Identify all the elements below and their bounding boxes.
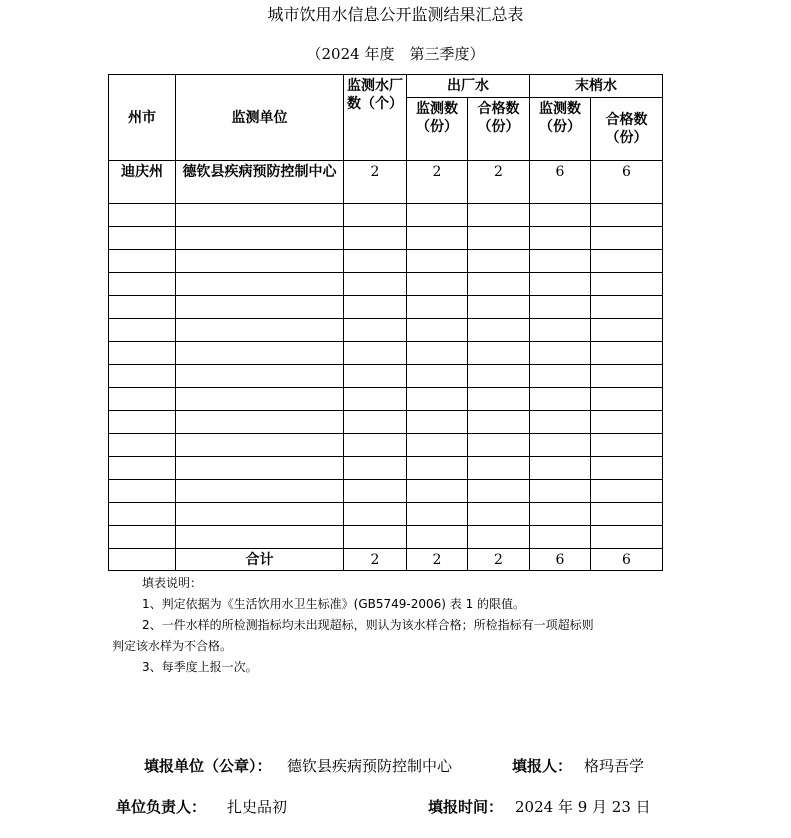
header-tap-samples: 监测数（份）: [530, 98, 591, 161]
table-row-empty: [109, 526, 663, 549]
empty-cell: [176, 503, 344, 526]
empty-cell: [468, 434, 530, 457]
empty-cell: [591, 342, 663, 365]
empty-cell: [530, 434, 591, 457]
empty-cell: [176, 411, 344, 434]
empty-cell: [468, 411, 530, 434]
empty-cell: [344, 227, 407, 250]
table-row-empty: [109, 388, 663, 411]
empty-cell: [407, 480, 468, 503]
empty-cell: [530, 250, 591, 273]
empty-cell: [176, 273, 344, 296]
cell-plants: 2: [344, 161, 407, 204]
empty-cell: [109, 526, 176, 549]
page-title: 城市饮用水信息公开监测结果汇总表: [267, 5, 524, 24]
table-row-empty: [109, 457, 663, 480]
empty-cell: [468, 273, 530, 296]
table-row-empty: [109, 250, 663, 273]
empty-cell: [468, 250, 530, 273]
empty-cell: [468, 457, 530, 480]
empty-cell: [591, 204, 663, 227]
cell-outlet-qualified: 2: [468, 161, 530, 204]
empty-cell: [109, 227, 176, 250]
total-label: 合计: [176, 549, 344, 571]
note-item-3: 3、每季度上报一次。: [142, 660, 258, 674]
empty-cell: [530, 227, 591, 250]
cell-tap-qualified: 6: [591, 161, 663, 204]
empty-cell: [344, 319, 407, 342]
empty-cell: [407, 411, 468, 434]
total-outlet-qualified: 2: [468, 549, 530, 571]
empty-cell: [407, 273, 468, 296]
empty-cell: [176, 480, 344, 503]
empty-cell: [407, 204, 468, 227]
empty-cell: [344, 457, 407, 480]
empty-cell: [591, 411, 663, 434]
empty-cell: [109, 457, 176, 480]
empty-cell: [530, 296, 591, 319]
notes-heading: 填表说明：: [142, 576, 203, 590]
empty-cell: [344, 411, 407, 434]
table-row-empty: [109, 296, 663, 319]
empty-cell: [407, 503, 468, 526]
cell-city: 迪庆州: [109, 161, 176, 204]
empty-cell: [109, 480, 176, 503]
empty-cell: [407, 388, 468, 411]
total-plants: 2: [344, 549, 407, 571]
report-date-label: 填报时间：: [428, 798, 504, 816]
empty-cell: [344, 434, 407, 457]
empty-cell: [344, 503, 407, 526]
empty-cell: [109, 434, 176, 457]
table-row: [109, 161, 663, 204]
header-plants: 监测水厂数（个）: [344, 75, 407, 161]
empty-cell: [530, 411, 591, 434]
empty-cell: [344, 204, 407, 227]
empty-cell: [468, 503, 530, 526]
empty-cell: [176, 227, 344, 250]
total-outlet-samples: 2: [407, 549, 468, 571]
empty-cell: [530, 388, 591, 411]
unit-head-value: 扎史品初: [227, 798, 288, 816]
total-tap-qualified: 6: [591, 549, 663, 571]
empty-cell: [591, 480, 663, 503]
empty-cell: [176, 319, 344, 342]
reporting-unit-value: 德钦县疾病预防控制中心: [287, 757, 453, 775]
table-row-empty: [109, 480, 663, 503]
empty-cell: [468, 227, 530, 250]
empty-cell: [468, 204, 530, 227]
empty-cell: [407, 227, 468, 250]
table-row-empty: [109, 204, 663, 227]
reporting-unit-label: 填报单位（公章）：: [144, 757, 272, 775]
empty-cell: [468, 365, 530, 388]
note-item-2: 2、一件水样的所检测指标均未出现超标，则认为该水样合格；所检指标有一项超标则: [142, 618, 594, 632]
table-row-empty: [109, 342, 663, 365]
empty-cell: [530, 480, 591, 503]
empty-cell: [591, 273, 663, 296]
table-row-empty: [109, 227, 663, 250]
empty-cell: [109, 273, 176, 296]
empty-cell: [176, 250, 344, 273]
empty-cell: [344, 342, 407, 365]
empty-cell: [109, 342, 176, 365]
empty-cell: [468, 480, 530, 503]
empty-cell: [109, 296, 176, 319]
empty-cell: [109, 250, 176, 273]
empty-cell: [109, 204, 176, 227]
empty-cell: [176, 296, 344, 319]
header-tap: 末梢水: [530, 75, 663, 98]
empty-cell: [591, 319, 663, 342]
empty-cell: [407, 526, 468, 549]
empty-cell: [176, 434, 344, 457]
empty-cell: [468, 319, 530, 342]
note-item-2-continued: 判定该水样为不合格。: [112, 639, 233, 653]
empty-cell: [176, 526, 344, 549]
page-subtitle: （2024 年度 第三季度）: [306, 45, 485, 63]
empty-cell: [591, 250, 663, 273]
header-outlet-samples: 监测数（份）: [407, 98, 468, 161]
table-row-empty: [109, 411, 663, 434]
empty-cell: [530, 204, 591, 227]
reporter-value: 格玛吾学: [584, 757, 645, 775]
empty-cell: [344, 250, 407, 273]
empty-cell: [407, 434, 468, 457]
empty-cell: [530, 503, 591, 526]
total-tap-samples: 6: [530, 549, 591, 571]
cell-outlet-samples: 2: [407, 161, 468, 204]
header-city: 州市: [109, 75, 176, 161]
empty-cell: [344, 526, 407, 549]
cell-tap-samples: 6: [530, 161, 591, 204]
note-item-1: 1、判定依据为《生活饮用水卫生标准》(GB5749-2006) 表 1 的限值。: [142, 597, 526, 611]
empty-cell: [109, 319, 176, 342]
cell-unit: 德钦县疾病预防控制中心: [176, 161, 344, 204]
empty-cell: [468, 296, 530, 319]
empty-cell: [109, 365, 176, 388]
table-row-empty: [109, 319, 663, 342]
empty-cell: [591, 296, 663, 319]
empty-cell: [176, 342, 344, 365]
empty-cell: [344, 365, 407, 388]
empty-cell: [530, 273, 591, 296]
header-unit: 监测单位: [176, 75, 344, 161]
empty-cell: [176, 457, 344, 480]
empty-cell: [344, 480, 407, 503]
empty-cell: [344, 273, 407, 296]
empty-cell: [344, 388, 407, 411]
empty-cell: [109, 503, 176, 526]
table-row-empty: [109, 434, 663, 457]
empty-cell: [407, 250, 468, 273]
fill-instructions: [112, 573, 594, 678]
empty-cell: [109, 388, 176, 411]
results-table: [108, 74, 663, 571]
empty-cell: [530, 526, 591, 549]
header-outlet-qualified: 合格数（份）: [468, 98, 530, 161]
table-row-empty: [109, 503, 663, 526]
empty-cell: [530, 365, 591, 388]
header-outlet: 出厂水: [407, 75, 530, 98]
empty-cell: [591, 457, 663, 480]
empty-cell: [407, 296, 468, 319]
reporter-label: 填报人：: [512, 757, 573, 775]
unit-head-label: 单位负责人：: [116, 798, 207, 816]
empty-cell: [591, 388, 663, 411]
empty-cell: [468, 342, 530, 365]
empty-cell: [591, 365, 663, 388]
empty-cell: [109, 411, 176, 434]
empty-cell: [407, 342, 468, 365]
empty-cell: [468, 526, 530, 549]
empty-cell: [591, 227, 663, 250]
empty-cell: [591, 434, 663, 457]
table-row-empty: [109, 273, 663, 296]
empty-cell: [176, 204, 344, 227]
header-tap-qualified: 合格数（份）: [591, 98, 663, 161]
empty-cell: [344, 296, 407, 319]
empty-cell: [407, 365, 468, 388]
empty-cell: [530, 342, 591, 365]
table-row-empty: [109, 365, 663, 388]
empty-cell: [591, 503, 663, 526]
empty-cell: [591, 526, 663, 549]
total-row: [109, 549, 663, 571]
empty-cell: [407, 457, 468, 480]
empty-cell: [176, 388, 344, 411]
total-empty-cell: [109, 549, 176, 571]
empty-cell: [530, 319, 591, 342]
empty-cell: [468, 388, 530, 411]
report-date-value: 2024 年 9 月 23 日: [515, 798, 651, 816]
empty-cell: [176, 365, 344, 388]
empty-cell: [407, 319, 468, 342]
empty-cell: [530, 457, 591, 480]
